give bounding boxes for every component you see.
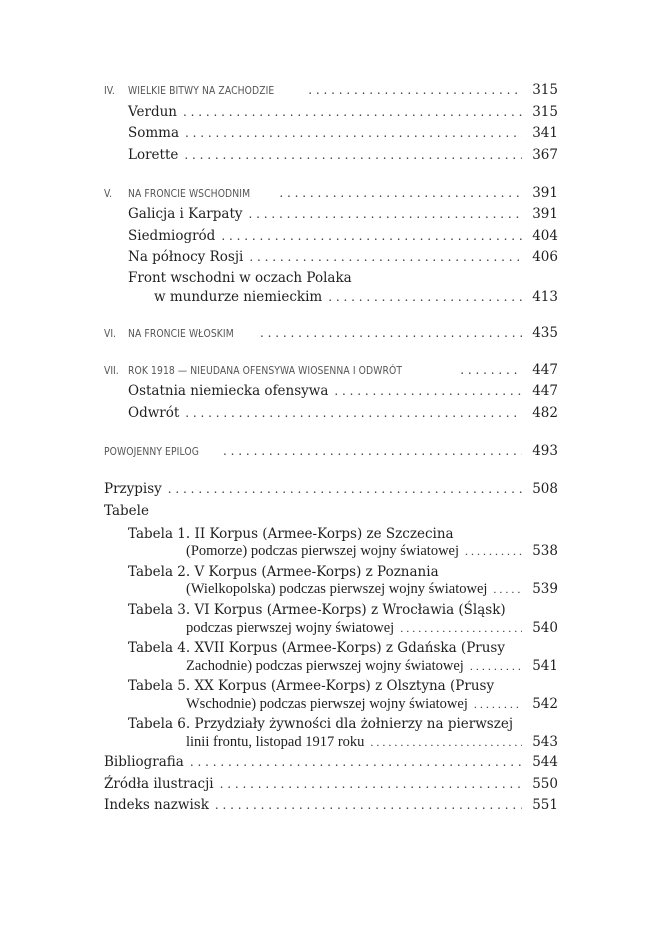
chapter-title: Ostatnia niemiecka ofensywa (128, 383, 329, 399)
tabela-title-line1: VI Korpus (Armee-Korps) z Wrocławia (Śląsk) (194, 602, 506, 618)
chapter-title-line1: Front wschodni w oczach Polaka (128, 270, 352, 286)
page-number: 551 (532, 797, 558, 813)
toc-bibliografia[interactable] (104, 754, 558, 774)
toc-chapter[interactable] (128, 125, 558, 145)
tabela-entry-line2[interactable] (186, 734, 558, 754)
dot-leader (465, 544, 522, 559)
tabela-entry-line2[interactable] (186, 620, 558, 640)
tabela-title-line1: II Korpus (Armee-Korps) ze Szczecina (194, 526, 454, 542)
chapter-title: Na północy Rosji (128, 249, 244, 265)
chapter-title-line2: w mundurze niemieckim (154, 289, 323, 305)
tabela-title-line1: XVII Korpus (Armee-Korps) z Gdańska (Prusy (194, 640, 505, 656)
back-matter-title: Indeks nazwisk (104, 797, 209, 813)
tabela-label: Tabela 4. (128, 640, 191, 656)
tabela-title-line2: Zachodnie) podczas pierwszej wojny światowej (186, 658, 464, 674)
dot-leader (260, 326, 522, 340)
toc-chapter[interactable] (128, 383, 558, 403)
tabela-entry-line1[interactable] (128, 678, 494, 694)
tabela-title-line1: Przydziały żywności dla żołnierzy na pierwszej (194, 716, 513, 732)
part-title: ROK 1918 — NIEUDANA OFENSYWA WIOSENNA I ODWRÓT (128, 364, 403, 377)
tabela-title-line2: podczas pierwszej wojny światowej (186, 620, 395, 636)
dot-leader (474, 697, 522, 712)
tabela-title-line2: linii frontu, listopad 1917 roku (186, 734, 365, 750)
part-number: IV. (104, 84, 115, 97)
toc-chapter[interactable] (154, 289, 558, 309)
page-number: 413 (532, 289, 558, 305)
toc-chapter[interactable] (128, 104, 558, 124)
page-number: 540 (532, 620, 558, 636)
dot-leader (185, 406, 522, 420)
dot-leader (249, 250, 522, 264)
page-number: 315 (532, 82, 558, 98)
dot-leader (460, 363, 522, 377)
page-number: 538 (532, 543, 558, 559)
tabela-label: Tabela 5. (128, 678, 191, 694)
chapter-title: Verdun (128, 104, 177, 120)
dot-leader (221, 229, 522, 243)
dot-leader (328, 290, 522, 304)
page-number: 435 (532, 325, 558, 341)
tabela-title-line1: XX Korpus (Armee-Korps) z Olsztyna (Prusy (194, 678, 495, 694)
page-number: 508 (532, 481, 558, 497)
page-number: 542 (532, 696, 558, 712)
toc-przypisy[interactable] (104, 481, 558, 501)
tabela-title-line2: Wschodnie) podczas pierwszej wojny światowej (186, 696, 468, 712)
tabela-entry-line2[interactable] (186, 696, 558, 716)
tabela-entry-line1[interactable] (128, 602, 506, 618)
tabela-entry-line2[interactable] (186, 581, 558, 601)
page-number: 406 (532, 249, 558, 265)
part-number: V. (104, 187, 113, 200)
page-number: 541 (532, 658, 558, 674)
dot-leader (279, 186, 522, 200)
page-number: 391 (532, 185, 558, 201)
chapter-title: Galicja i Karpaty (128, 206, 243, 222)
tabela-entry-line2[interactable] (186, 543, 558, 563)
tabela-title-line1: V Korpus (Armee-Korps) z Poznania (194, 564, 439, 580)
dot-leader (470, 659, 522, 674)
page-number: 550 (532, 776, 558, 792)
dot-leader (215, 798, 522, 812)
dot-leader (220, 777, 522, 791)
tabela-label: Tabela 3. (128, 602, 191, 618)
dot-leader (185, 126, 522, 140)
page-number: 447 (532, 362, 558, 378)
tabela-entry-line2[interactable] (186, 658, 558, 678)
dot-leader (308, 83, 522, 97)
chapter-title: Odwrót (128, 405, 180, 421)
tabele-heading: Tabele (104, 503, 149, 519)
toc-part-v[interactable] (104, 185, 558, 205)
page-number: 482 (532, 405, 558, 421)
tabela-entry-line1[interactable] (128, 564, 439, 580)
dot-leader (190, 755, 522, 769)
toc-chapter[interactable] (128, 405, 558, 425)
back-matter-title: Bibliografia (104, 754, 184, 770)
tabela-label: Tabela 6. (128, 716, 191, 732)
part-number: VI. (104, 327, 116, 340)
chapter-title: Lorette (128, 147, 179, 163)
toc-chapter[interactable] (128, 228, 558, 248)
tabela-entry-line1[interactable] (128, 716, 513, 732)
dot-leader (400, 621, 522, 636)
przypisy-title: Przypisy (104, 481, 162, 497)
toc-chapter[interactable] (128, 147, 558, 167)
dot-leader (334, 384, 522, 398)
page-number: 341 (532, 125, 558, 141)
toc-indeks-nazwisk[interactable] (104, 797, 558, 817)
back-matter-title: Źródła ilustracji (104, 776, 214, 792)
dot-leader (493, 582, 522, 597)
chapter-title: Siedmiogród (128, 228, 216, 244)
toc-part-iv[interactable] (104, 82, 558, 102)
dot-leader (184, 148, 522, 162)
dot-leader (183, 105, 522, 119)
tabela-title-line2: (Pomorze) podczas pierwszej wojny światowej (186, 543, 460, 559)
dot-leader (370, 735, 522, 750)
epilog-title: POWOJENNY EPILOG (104, 445, 199, 458)
toc-chapter[interactable] (128, 249, 558, 269)
tabela-label: Tabela 2. (128, 564, 191, 580)
page-number: 493 (532, 443, 558, 459)
dot-leader (168, 482, 522, 496)
dot-leader (223, 444, 522, 458)
page-number: 543 (532, 734, 558, 750)
page-number: 544 (532, 754, 558, 770)
toc-zrodla-ilustracji[interactable] (104, 776, 558, 796)
page-number: 315 (532, 104, 558, 120)
dot-leader (249, 207, 523, 221)
toc-epilog[interactable] (104, 443, 558, 463)
toc-part-vii[interactable] (104, 362, 558, 382)
part-title: NA FRONCIE WŁOSKIM (128, 327, 234, 340)
toc-part-vi[interactable] (104, 325, 558, 345)
part-title: WIELKIE BITWY NA ZACHODZIE (128, 84, 275, 97)
tabela-entry-line1[interactable] (128, 640, 505, 656)
toc-chapter[interactable] (128, 206, 558, 226)
page-number: 391 (532, 206, 558, 222)
chapter-title: Somma (128, 125, 180, 141)
tabela-entry-line1[interactable] (128, 526, 454, 542)
page-number: 367 (532, 147, 558, 163)
page-number: 539 (532, 581, 558, 597)
part-title: NA FRONCIE WSCHODNIM (128, 187, 251, 200)
part-number: VII. (104, 364, 119, 377)
tabela-label: Tabela 1. (128, 526, 191, 542)
page-number: 404 (532, 228, 558, 244)
tabela-title-line2: (Wielkopolska) podczas pierwszej wojny światowej (186, 581, 488, 597)
page-number: 447 (532, 383, 558, 399)
